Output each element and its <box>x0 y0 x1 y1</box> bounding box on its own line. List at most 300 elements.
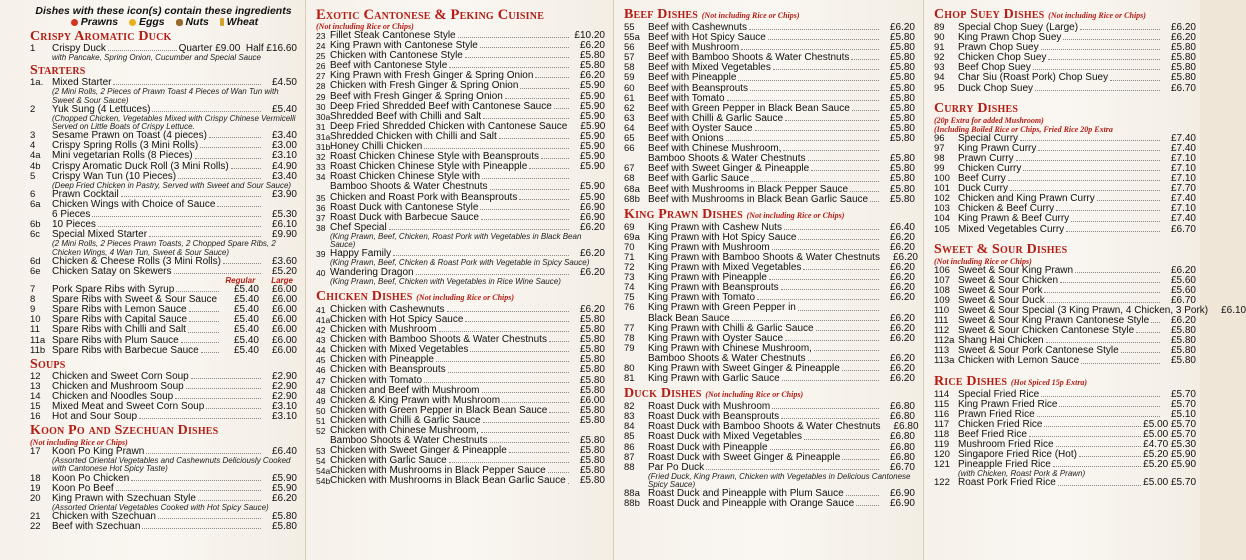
item-name: King Prawn with Szechuan Style <box>52 492 196 504</box>
leader-dots <box>499 132 569 139</box>
item-number: 55a <box>624 32 640 44</box>
item-price: £5.80 <box>579 364 605 376</box>
item-price: £5.20 £5.90 <box>1143 459 1196 471</box>
item-price: £5.80 <box>579 50 605 62</box>
item-name: Beef with Oyster Sauce <box>648 122 753 134</box>
beef-list <box>624 23 915 205</box>
item-number: 24 <box>316 41 326 52</box>
item-price: £5.40 <box>271 103 297 115</box>
item-name: Beef with Onions <box>648 133 724 145</box>
item-price-large: £6.00 <box>271 334 297 346</box>
menu-item <box>316 182 605 192</box>
leader-dots <box>389 223 569 230</box>
leader-dots <box>732 314 879 321</box>
item-number: 82 <box>624 401 635 413</box>
leader-dots <box>483 112 569 119</box>
item-number: 76 <box>624 302 635 314</box>
item-number: 120 <box>934 449 950 461</box>
item-price: £5.80 <box>889 42 915 54</box>
item-name: Chicken & Beef Curry <box>958 203 1055 215</box>
item-price: £5.90 <box>271 482 297 494</box>
item-number: 93 <box>934 62 945 74</box>
item-price: £5.80 <box>579 374 605 386</box>
item-price: £6.20 <box>889 22 915 33</box>
item-price: £5.80 <box>889 183 915 195</box>
item-name: Sweet & Sour Special (3 King Prawn, 4 Chicken, 3 Pork) <box>958 304 1209 316</box>
item-name: Sweet & Sour Chicken <box>958 274 1059 286</box>
leader-dots <box>206 402 261 409</box>
item-number: 23 <box>316 31 326 41</box>
item-price: £5.80 <box>889 153 915 165</box>
item-price: £6.20 <box>579 70 605 82</box>
item-name: Sweet & Sour Pork <box>958 284 1043 296</box>
item-price: £6.80 <box>893 421 919 433</box>
item-number: 78 <box>624 332 635 344</box>
item-price: £5.60 <box>1170 284 1196 296</box>
item-number: 30 <box>316 101 326 112</box>
item-price-regular: £5.40 <box>233 324 259 336</box>
item-name: Beef with Garlic Sauce <box>648 173 750 185</box>
leader-dots <box>1035 84 1160 91</box>
item-number: 22 <box>30 521 41 533</box>
leader-dots <box>1121 346 1160 353</box>
item-name: Chicken with Pineapple <box>330 354 434 366</box>
item-number: 65 <box>624 133 635 145</box>
item-price-regular: £5.40 <box>234 294 260 306</box>
legend-icons <box>30 17 297 28</box>
section-title-duck: Duck Dishes (Not including Rice or Chips) <box>624 386 804 402</box>
legend-wheat: Wheat <box>218 16 258 28</box>
item-price: £6.20 <box>579 40 605 52</box>
item-number: 100 <box>934 173 950 185</box>
item-name: Roast Chicken Chinese Style with Beansprouts <box>330 151 539 163</box>
item-price: £3.40 <box>271 130 297 142</box>
item-name: Crispy Aromatic Duck Roll (3 Mini Rolls) <box>52 160 229 172</box>
leader-dots <box>436 355 569 362</box>
menu-item <box>934 214 1196 224</box>
item-number: 27 <box>316 71 326 82</box>
item-name: Crispy Wan Tun (10 Pieces) <box>52 170 177 182</box>
item-number <box>316 436 330 446</box>
item-name: Pork Spare Ribs with Syrup <box>52 284 175 296</box>
item-price: £5.80 <box>1170 355 1196 367</box>
sweetsour-list <box>934 264 1246 367</box>
leader-dots <box>1029 430 1141 437</box>
item-number: 31a <box>316 131 331 142</box>
item-price: £5.80 <box>579 465 605 477</box>
leader-dots <box>1056 204 1160 211</box>
item-number: 44 <box>316 345 326 356</box>
item-price: £6.90 <box>579 201 605 213</box>
item-price: £5.80 <box>889 102 915 114</box>
item-number: 121 <box>934 459 950 471</box>
item-name: King Prawn with Bamboo Shoots & Water Chestnuts <box>648 251 880 263</box>
item-name: Mixed Starter <box>52 77 112 89</box>
menu-page-1 <box>0 0 305 560</box>
menu-item <box>30 346 297 356</box>
item-price: £6.40 <box>271 446 297 458</box>
item-number: 54 <box>316 456 326 467</box>
item-number: 48 <box>316 385 326 396</box>
leader-dots <box>1053 460 1141 467</box>
leader-dots <box>1110 73 1160 80</box>
item-name: King Prawn with Garlic Sauce <box>648 373 780 385</box>
item-name: Crispy Spring Rolls (3 Mini Rolls) <box>52 140 199 152</box>
item-price: £6.20 <box>1170 315 1196 327</box>
section-title-rice: Rice Dishes (Hot Spiced 15p Extra) <box>934 373 1088 389</box>
leader-dots <box>1048 53 1160 60</box>
leader-dots <box>798 303 879 310</box>
item-number: 77 <box>624 322 635 334</box>
item-price: £5.90 <box>579 80 605 92</box>
leader-dots <box>870 195 879 202</box>
item-price: £5.80 <box>579 435 605 447</box>
item-name: Deep Fried Shredded Chicken with Cantonese Sauce <box>330 120 568 132</box>
item-price: £5.10 <box>1170 408 1196 420</box>
item-price: £6.20 <box>1170 22 1196 33</box>
item-number: 46 <box>316 365 326 376</box>
item-name: King Prawn with Chinese Mushroom, <box>648 342 812 354</box>
item-number: 42 <box>316 325 326 336</box>
chopsuey-list <box>934 23 1196 94</box>
item-name: Beef with Cantonese Style <box>330 60 448 72</box>
item-name: Beef with Green Pepper in Black Bean Sauce <box>648 102 850 114</box>
item-name: Roast Duck with Cantonese Style <box>330 201 479 213</box>
leader-dots <box>186 382 261 389</box>
item-number: 3 <box>30 130 36 142</box>
item-name: Sweet & Sour Chicken Cantonese Style <box>958 325 1135 337</box>
item-price: £6.20 <box>579 266 605 278</box>
item-number: 20 <box>30 492 41 504</box>
item-price: £5.80 <box>1170 42 1196 54</box>
item-name: King Prawn Chop Suey <box>958 32 1062 44</box>
item-name: Koon Po Chicken <box>52 472 130 484</box>
item-name: Koon Po King Prawn <box>52 446 145 458</box>
menu-item: 1 Crispy Duck Quarter £9.00 Half £16.60 <box>30 43 297 54</box>
item-price: £5.80 <box>889 82 915 94</box>
item-name: King Prawn with Sweet Ginger & Pineapple <box>648 363 840 374</box>
item-name: Chicken with Szechuan <box>52 511 156 523</box>
leader-dots <box>217 200 261 207</box>
item-price: £5.80 <box>271 521 297 533</box>
item-name: King Prawn with Chilli & Garlic Sauce <box>648 322 814 334</box>
leader-dots <box>158 512 261 519</box>
leader-dots <box>490 182 570 189</box>
item-number: 37 <box>316 212 326 223</box>
item-price: £6.20 <box>889 262 915 274</box>
section-note: (Not including Rice or Chips) <box>30 438 128 448</box>
item-name: Mixed Vegetables Curry <box>958 223 1065 235</box>
leader-dots <box>424 376 569 383</box>
item-name: Beef Chop Suey <box>958 62 1031 74</box>
item-name: Chicken and King Prawn Curry <box>958 193 1095 205</box>
item-name: Prawn Cocktail <box>52 188 119 200</box>
leader-dots <box>773 63 879 70</box>
item-number: 40 <box>316 267 326 278</box>
item-name: Chicken with Tomato <box>330 374 423 386</box>
section-note: (Not including Rice or Chips) <box>934 256 1032 266</box>
ribs-headers: Regular Large <box>225 276 293 286</box>
section-title-curry: Curry Dishes <box>934 100 1019 116</box>
leader-dots <box>209 131 261 138</box>
item-name: Roast Duck with Sweet Ginger & Pineapple <box>648 451 841 463</box>
leader-dots <box>113 78 261 85</box>
item-price: £3.90 <box>271 188 297 200</box>
leader-dots <box>738 73 879 80</box>
item-name: Chicken with Mushroom <box>330 324 437 336</box>
leader-dots <box>1037 410 1160 417</box>
item-number: 88a <box>624 488 640 500</box>
leader-dots <box>465 51 569 58</box>
leader-dots <box>393 249 569 256</box>
item-name: Chicken with Sweet Ginger & Pineapple <box>330 445 507 457</box>
item-price: £5.80 <box>889 163 915 175</box>
chicken-list <box>316 305 605 487</box>
item-price: £6.20 <box>889 322 915 334</box>
leader-dots <box>174 267 261 274</box>
leader-dots <box>783 144 879 151</box>
item-name: Spare Ribs with Capital Sauce <box>52 314 188 326</box>
leader-dots <box>769 273 879 280</box>
leader-dots <box>142 522 261 529</box>
item-price: £5.80 <box>271 511 297 523</box>
item-price: £5.80 <box>889 122 915 134</box>
item-price: £7.40 <box>1170 132 1196 144</box>
leader-dots <box>755 124 880 131</box>
item-price: £6.70 <box>1170 82 1196 94</box>
item-name: Shredded Beef with Chilli and Salt <box>330 110 482 122</box>
item-number: 53 <box>316 446 326 457</box>
item-name: Chicken & King Prawn with Mushroom <box>330 394 501 406</box>
item-price: £5.20 <box>271 265 297 277</box>
item-name: King Prawn Curry <box>958 142 1037 154</box>
leader-dots <box>750 84 879 91</box>
leader-dots <box>181 336 219 343</box>
item-price: £5.70 <box>1170 388 1196 400</box>
item-price: £6.20 <box>579 221 605 233</box>
item-number: 118 <box>934 428 950 440</box>
item-number: 31 <box>316 121 326 132</box>
item-description: (Chopped Chicken, Vegetables Mixed with Crispy Chinese Vermicelli Served on Little Boats of Crispy Lettuce. <box>52 113 296 132</box>
item-price: £6.70 <box>1170 294 1196 306</box>
item-number: 21 <box>30 511 41 523</box>
item-name: Spare Ribs with Chilli and Salt <box>52 324 186 336</box>
item-name: Special Mixed Starter <box>52 229 148 241</box>
item-name: Chicken with Lemon Sauce <box>958 355 1080 367</box>
item-number: 49 <box>316 395 326 406</box>
item-name: Singapore Fried Rice (Hot) <box>958 449 1077 461</box>
nut-icon <box>176 19 183 26</box>
item-name: Roast Duck and Pineapple with Plum Sauce <box>648 488 844 500</box>
item-price: £7.70 <box>1170 183 1196 195</box>
item-number: 1a. <box>30 77 44 89</box>
item-price-large: £6.00 <box>271 324 297 336</box>
item-name: Hot and Sour Soup <box>52 411 138 423</box>
item-price: £6.20 <box>889 231 915 243</box>
item-price: £6.20 <box>1170 32 1196 44</box>
leader-dots <box>1044 420 1141 427</box>
leader-dots <box>781 283 879 290</box>
leader-dots <box>483 416 569 423</box>
leader-dots <box>447 305 570 312</box>
section-title-chicken: Chicken Dishes (Not including Rice or Chips) <box>316 288 515 304</box>
item-name: Wandering Dragon <box>330 266 414 278</box>
leader-dots <box>808 354 880 361</box>
leader-dots <box>1066 225 1160 232</box>
item-price: £5.00 £5.70 <box>1143 428 1196 440</box>
item-price: £5.20 £5.90 <box>1143 449 1196 461</box>
item-number: 112 <box>934 325 950 337</box>
item-number: 50 <box>316 405 326 416</box>
item-description: (Assorted Oriental Vegetables and Cashewnuts Deliciously Cooked with Cantonese Hot Spicy Taste) <box>52 456 291 474</box>
leader-dots <box>189 315 219 322</box>
item-name: Special Chop Suey (Large) <box>958 22 1079 33</box>
item-number: 18 <box>30 472 41 484</box>
item-name: King Prawn with Pineapple <box>648 272 767 284</box>
item-name: Beef with Chinese Mushroom, <box>648 143 782 155</box>
leader-dots <box>548 466 569 473</box>
menu-item <box>934 84 1196 94</box>
leader-dots <box>231 162 261 169</box>
item-name: King Prawn with Mixed Vegetables <box>648 262 802 274</box>
leader-dots <box>149 230 261 237</box>
leader-dots <box>449 456 569 463</box>
item-number: 6d <box>30 255 41 267</box>
item-price: £5.80 <box>1170 345 1196 357</box>
item-number: 7 <box>30 284 36 296</box>
leader-dots <box>1023 164 1160 171</box>
item-price: £4.70 £5.30 <box>1143 439 1196 450</box>
item-name: Bamboo Shoots & Water Chestnuts <box>648 352 806 364</box>
leader-dots <box>816 324 879 331</box>
item-price: £6.90 <box>889 498 915 510</box>
item-name: Char Siu (Roast Pork) Chop Suey <box>958 72 1109 84</box>
item-price: £5.90 <box>579 181 605 193</box>
item-name: Roast Duck with Bamboo Shoots & Water Chestnuts <box>648 421 881 433</box>
item-name: Chicken Fried Rice <box>958 418 1043 430</box>
item-number: 95 <box>934 82 945 94</box>
item-number: 104 <box>934 213 950 225</box>
item-name: Pineapple Fried Rice <box>958 459 1051 471</box>
leader-dots <box>529 162 569 169</box>
item-number: 89 <box>934 22 945 33</box>
item-price: £5.80 <box>1170 52 1196 64</box>
item-number: 60 <box>624 82 635 94</box>
item-name: Sesame Prawn on Toast (4 pieces) <box>52 130 207 142</box>
item-price: £6.20 <box>889 272 915 284</box>
item-number: 69 <box>624 221 635 233</box>
item-number <box>316 182 330 192</box>
item-number: 92 <box>934 52 945 64</box>
menu-item <box>934 356 1196 366</box>
item-description: (2 Mini Rolls, 2 Pieces Prawn Toasts, 2 Chopped Spare Ribs, 2 Chicken Wings, 4 Wan Tun, Sweet & Sour Sauce) <box>52 239 276 257</box>
item-number: 96 <box>934 132 945 144</box>
item-number: 94 <box>934 72 945 84</box>
item-name: Chicken with Garlic Sauce <box>330 455 447 467</box>
leader-dots <box>470 345 569 352</box>
item-number: 8 <box>30 294 36 306</box>
item-price: £5.80 <box>889 72 915 84</box>
menu-item <box>30 412 297 422</box>
leader-dots <box>1058 478 1141 485</box>
leader-dots <box>200 141 261 148</box>
leader-dots <box>480 203 569 210</box>
item-number: 112a <box>934 335 955 347</box>
item-name: Beef with Fresh Ginger & Spring Onion <box>330 90 503 102</box>
leader-dots <box>1016 154 1160 161</box>
legend-prawns: Prawns <box>69 16 118 28</box>
item-number: 32 <box>316 152 326 163</box>
item-name: King Prawn with Cashew Nuts <box>648 221 782 233</box>
leader-dots <box>1041 43 1160 50</box>
item-name: King Prawn with Fresh Ginger & Spring Onion <box>330 70 534 82</box>
item-number: 63 <box>624 112 635 124</box>
item-name: King Prawn with Hot Spicy Sauce <box>648 231 797 243</box>
leader-dots <box>490 436 570 443</box>
prawn-icon <box>71 19 78 26</box>
item-name: Chef Special <box>330 221 387 233</box>
koonpo-list <box>30 447 297 532</box>
leader-dots <box>1038 144 1160 151</box>
item-name: Honey Chilli Chicken <box>330 141 423 153</box>
item-name: Prawn Chop Suey <box>958 42 1039 54</box>
item-number: 64 <box>624 122 635 134</box>
item-price: £2.90 <box>271 380 297 392</box>
item-price: £5.80 <box>579 60 605 72</box>
item-number: 85 <box>624 431 635 443</box>
leader-dots <box>482 386 569 393</box>
item-name: Chicken and Sweet Corn Soup <box>52 370 189 382</box>
item-name: Spare Ribs with Plum Sauce <box>52 334 179 346</box>
leader-dots <box>568 476 569 483</box>
leader-dots <box>178 172 261 179</box>
item-price: £7.40 <box>1170 193 1196 205</box>
leader-dots <box>726 134 879 141</box>
item-number: 10 <box>30 314 41 326</box>
item-name: Beef with Hot Spicy Sauce <box>648 32 766 44</box>
item-description: (Assorted Oriental Vegetables Cooked with Hot Spicy Sauce) <box>52 502 269 512</box>
item-price: £6.80 <box>889 451 915 463</box>
item-number: 13 <box>30 380 41 392</box>
leader-dots <box>416 268 569 275</box>
item-price: £5.80 <box>1170 62 1196 74</box>
item-price: £5.00 £5.70 <box>1143 418 1196 430</box>
item-description: (Fried Duck, King Prawn, Chicken with Vegetables in Delicious Cantonese Spicy Sauce) <box>648 471 911 490</box>
item-number: 69a <box>624 231 640 243</box>
item-price: £6.80 <box>889 441 915 453</box>
leader-dots <box>549 335 569 342</box>
item-number: 88b <box>624 498 640 510</box>
item-name: Beef with Mushroom <box>648 42 740 54</box>
leader-dots <box>175 392 261 399</box>
leader-dots <box>481 426 569 433</box>
section-note: (Not including Rice or Chips) <box>316 22 414 31</box>
item-price: £5.90 <box>579 191 605 203</box>
item-number: 30a <box>316 111 331 122</box>
item-number: 43 <box>316 335 326 346</box>
item-number: 68 <box>624 173 635 185</box>
ribs-list <box>30 285 297 356</box>
item-name: Beef with Bamboo Shoots & Water Chestnuts <box>648 52 850 64</box>
leader-dots <box>535 71 569 78</box>
item-number: 106 <box>934 264 950 276</box>
item-number: 52 <box>316 426 326 436</box>
rice-list <box>934 390 1196 489</box>
menu-item <box>624 174 915 184</box>
item-price: £3.00 <box>271 140 297 152</box>
item-price: £2.90 <box>271 370 297 382</box>
leader-dots <box>852 104 879 111</box>
